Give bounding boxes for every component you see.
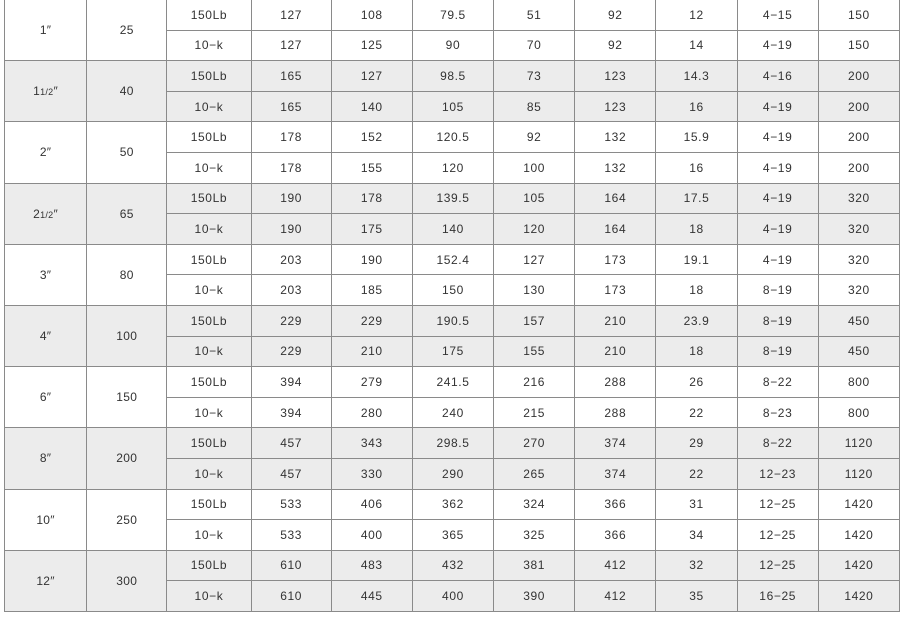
table-cell: 432	[412, 550, 493, 581]
table-cell: 288	[575, 367, 656, 398]
table-cell: 51	[494, 0, 575, 30]
table-cell: 483	[331, 550, 412, 581]
table-cell: 1420	[818, 581, 899, 612]
table-cell: 400	[412, 581, 493, 612]
table-cell: 31	[656, 489, 737, 520]
table-cell: 210	[575, 336, 656, 367]
table-cell: 173	[575, 244, 656, 275]
table-cell: 210	[575, 305, 656, 336]
nominal-size-cell: 11/2″	[5, 61, 87, 122]
table-cell: 90	[412, 30, 493, 61]
table-cell: 190	[331, 244, 412, 275]
table-cell: 165	[251, 91, 331, 122]
table-cell: 139.5	[412, 183, 493, 214]
table-cell: 457	[251, 428, 331, 459]
table-cell: 215	[494, 397, 575, 428]
table-cell: 343	[331, 428, 412, 459]
table-cell: 155	[494, 336, 575, 367]
dn-size-cell: 65	[87, 183, 167, 244]
table-cell: 8−23	[737, 397, 818, 428]
table-cell: 35	[656, 581, 737, 612]
table-cell: 381	[494, 550, 575, 581]
table-cell: 1420	[818, 550, 899, 581]
table-cell: 366	[575, 520, 656, 551]
table-cell: 400	[331, 520, 412, 551]
table-cell: 34	[656, 520, 737, 551]
table-cell: 157	[494, 305, 575, 336]
standard-cell: 150Lb	[167, 122, 251, 153]
table-cell: 320	[818, 244, 899, 275]
standard-cell: 10−k	[167, 581, 251, 612]
dn-size-cell: 150	[87, 367, 167, 428]
table-cell: 216	[494, 367, 575, 398]
standard-cell: 10−k	[167, 458, 251, 489]
table-cell: 412	[575, 550, 656, 581]
nominal-size-cell: 1″	[5, 0, 87, 61]
table-cell: 8−19	[737, 336, 818, 367]
table-cell: 4−19	[737, 122, 818, 153]
standard-cell: 10−k	[167, 336, 251, 367]
table-cell: 362	[412, 489, 493, 520]
table-cell: 12−25	[737, 550, 818, 581]
table-row	[5, 428, 900, 459]
standard-cell: 150Lb	[167, 550, 251, 581]
table-row	[5, 0, 900, 30]
table-cell: 85	[494, 91, 575, 122]
table-cell: 125	[331, 30, 412, 61]
table-cell: 120	[494, 214, 575, 245]
table-cell: 152	[331, 122, 412, 153]
dn-size-cell: 200	[87, 428, 167, 489]
table-cell: 123	[575, 61, 656, 92]
table-cell: 155	[331, 152, 412, 183]
table-cell: 800	[818, 367, 899, 398]
dn-size-cell: 40	[87, 61, 167, 122]
table-row	[5, 122, 900, 153]
standard-cell: 150Lb	[167, 305, 251, 336]
table-cell: 29	[656, 428, 737, 459]
standard-cell: 10−k	[167, 520, 251, 551]
table-cell: 290	[412, 458, 493, 489]
nominal-size-cell: 6″	[5, 367, 87, 428]
table-cell: 210	[331, 336, 412, 367]
table-row	[5, 550, 900, 581]
table-cell: 178	[331, 183, 412, 214]
table-cell: 229	[251, 305, 331, 336]
table-cell: 152.4	[412, 244, 493, 275]
table-cell: 450	[818, 336, 899, 367]
table-cell: 4−16	[737, 61, 818, 92]
table-cell: 298.5	[412, 428, 493, 459]
table-cell: 4−19	[737, 214, 818, 245]
dn-size-cell: 50	[87, 122, 167, 183]
table-cell: 394	[251, 397, 331, 428]
standard-cell: 150Lb	[167, 61, 251, 92]
table-cell: 150	[818, 0, 899, 30]
nominal-size-cell: 3″	[5, 244, 87, 305]
table-cell: 412	[575, 581, 656, 612]
table-cell: 105	[412, 91, 493, 122]
table-cell: 229	[251, 336, 331, 367]
table-cell: 1120	[818, 458, 899, 489]
nominal-size-cell: 8″	[5, 428, 87, 489]
table-cell: 450	[818, 305, 899, 336]
table-cell: 203	[251, 244, 331, 275]
table-cell: 18	[656, 214, 737, 245]
table-cell: 265	[494, 458, 575, 489]
table-cell: 8−19	[737, 275, 818, 306]
table-cell: 18	[656, 275, 737, 306]
table-cell: 320	[818, 275, 899, 306]
table-cell: 108	[331, 0, 412, 30]
table-cell: 130	[494, 275, 575, 306]
nominal-size-cell: 10″	[5, 489, 87, 550]
dn-size-cell: 80	[87, 244, 167, 305]
table-cell: 445	[331, 581, 412, 612]
table-cell: 79.5	[412, 0, 493, 30]
nominal-size-cell: 21/2″	[5, 183, 87, 244]
table-cell: 279	[331, 367, 412, 398]
standard-cell: 10−k	[167, 214, 251, 245]
standard-cell: 150Lb	[167, 183, 251, 214]
table-cell: 17.5	[656, 183, 737, 214]
nominal-size-cell: 12″	[5, 550, 87, 611]
table-cell: 325	[494, 520, 575, 551]
table-cell: 1420	[818, 489, 899, 520]
table-cell: 18	[656, 336, 737, 367]
table-cell: 374	[575, 428, 656, 459]
table-cell: 120.5	[412, 122, 493, 153]
table-cell: 173	[575, 275, 656, 306]
standard-cell: 150Lb	[167, 244, 251, 275]
table-cell: 457	[251, 458, 331, 489]
table-cell: 164	[575, 183, 656, 214]
table-cell: 16−25	[737, 581, 818, 612]
table-cell: 190	[251, 214, 331, 245]
table-cell: 190	[251, 183, 331, 214]
dn-size-cell: 25	[87, 0, 167, 61]
table-cell: 175	[331, 214, 412, 245]
table-cell: 280	[331, 397, 412, 428]
table-cell: 610	[251, 581, 331, 612]
table-cell: 123	[575, 91, 656, 122]
table-cell: 23.9	[656, 305, 737, 336]
table-cell: 12−25	[737, 489, 818, 520]
table-cell: 120	[412, 152, 493, 183]
table-cell: 105	[494, 183, 575, 214]
table-cell: 127	[251, 0, 331, 30]
nominal-size-cell: 4″	[5, 305, 87, 366]
table-cell: 190.5	[412, 305, 493, 336]
table-cell: 132	[575, 152, 656, 183]
table-cell: 4−19	[737, 91, 818, 122]
table-cell: 92	[575, 0, 656, 30]
table-cell: 16	[656, 91, 737, 122]
table-cell: 178	[251, 122, 331, 153]
table-cell: 127	[494, 244, 575, 275]
standard-cell: 10−k	[167, 397, 251, 428]
table-cell: 406	[331, 489, 412, 520]
table-cell: 150	[412, 275, 493, 306]
table-row	[5, 489, 900, 520]
table-cell: 1120	[818, 428, 899, 459]
table-cell: 390	[494, 581, 575, 612]
table-cell: 22	[656, 458, 737, 489]
table-cell: 240	[412, 397, 493, 428]
table-cell: 4−19	[737, 152, 818, 183]
nominal-size-cell: 2″	[5, 122, 87, 183]
table-cell: 366	[575, 489, 656, 520]
table-cell: 98.5	[412, 61, 493, 92]
table-cell: 140	[412, 214, 493, 245]
table-cell: 19.1	[656, 244, 737, 275]
table-cell: 100	[494, 152, 575, 183]
dn-size-cell: 100	[87, 305, 167, 366]
table-cell: 15.9	[656, 122, 737, 153]
table-cell: 175	[412, 336, 493, 367]
standard-cell: 150Lb	[167, 367, 251, 398]
table-cell: 241.5	[412, 367, 493, 398]
standard-cell: 10−k	[167, 275, 251, 306]
table-cell: 70	[494, 30, 575, 61]
table-cell: 165	[251, 61, 331, 92]
table-cell: 203	[251, 275, 331, 306]
table-row	[5, 367, 900, 398]
table-row	[5, 183, 900, 214]
table-cell: 533	[251, 520, 331, 551]
table-row	[5, 61, 900, 92]
table-cell: 16	[656, 152, 737, 183]
table-cell: 1420	[818, 520, 899, 551]
table-cell: 4−15	[737, 0, 818, 30]
standard-cell: 10−k	[167, 91, 251, 122]
table-cell: 200	[818, 61, 899, 92]
dn-size-cell: 250	[87, 489, 167, 550]
standard-cell: 150Lb	[167, 0, 251, 30]
table-cell: 92	[575, 30, 656, 61]
table-cell: 22	[656, 397, 737, 428]
table-cell: 150	[818, 30, 899, 61]
table-cell: 320	[818, 214, 899, 245]
table-cell: 73	[494, 61, 575, 92]
table-cell: 324	[494, 489, 575, 520]
table-cell: 12	[656, 0, 737, 30]
table-cell: 127	[331, 61, 412, 92]
table-cell: 800	[818, 397, 899, 428]
table-cell: 14.3	[656, 61, 737, 92]
table-cell: 533	[251, 489, 331, 520]
table-cell: 374	[575, 458, 656, 489]
table-body	[5, 0, 900, 611]
table-cell: 200	[818, 122, 899, 153]
table-cell: 140	[331, 91, 412, 122]
table-cell: 610	[251, 550, 331, 581]
standard-cell: 10−k	[167, 30, 251, 61]
table-cell: 178	[251, 152, 331, 183]
table-cell: 270	[494, 428, 575, 459]
table-cell: 8−22	[737, 428, 818, 459]
table-cell: 132	[575, 122, 656, 153]
table-cell: 8−22	[737, 367, 818, 398]
table-cell: 26	[656, 367, 737, 398]
table-cell: 12−25	[737, 520, 818, 551]
table-cell: 185	[331, 275, 412, 306]
table-cell: 92	[494, 122, 575, 153]
table-row	[5, 244, 900, 275]
standard-cell: 150Lb	[167, 428, 251, 459]
table-cell: 4−19	[737, 183, 818, 214]
table-cell: 365	[412, 520, 493, 551]
standard-cell: 150Lb	[167, 489, 251, 520]
table-cell: 14	[656, 30, 737, 61]
table-cell: 288	[575, 397, 656, 428]
table-cell: 32	[656, 550, 737, 581]
table-cell: 394	[251, 367, 331, 398]
table-row	[5, 305, 900, 336]
standard-cell: 10−k	[167, 152, 251, 183]
table-cell: 4−19	[737, 244, 818, 275]
fraction-text: 1/2	[40, 87, 54, 98]
table-cell: 200	[818, 152, 899, 183]
table-cell: 127	[251, 30, 331, 61]
table-cell: 200	[818, 91, 899, 122]
table-cell: 229	[331, 305, 412, 336]
table-cell: 164	[575, 214, 656, 245]
table-cell: 330	[331, 458, 412, 489]
table-cell: 4−19	[737, 30, 818, 61]
table-cell: 12−23	[737, 458, 818, 489]
table-cell: 8−19	[737, 305, 818, 336]
fraction-text: 1/2	[40, 209, 54, 220]
table-cell: 320	[818, 183, 899, 214]
flange-dimension-table	[4, 0, 900, 612]
dn-size-cell: 300	[87, 550, 167, 611]
